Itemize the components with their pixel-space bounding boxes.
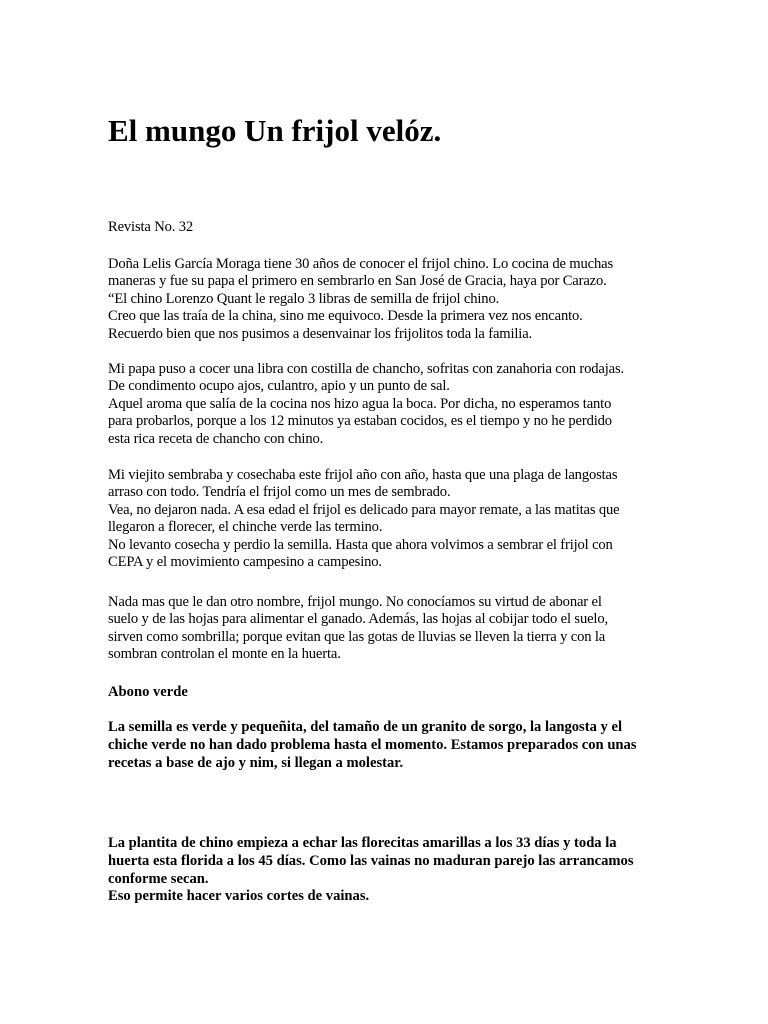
paragraph-line: CEPA y el movimiento campesino a campesino. [108, 553, 382, 570]
paragraph-line: Vea, no dejaron nada. A esa edad el frijol es delicado para mayor remate, a las matitas que [108, 501, 620, 518]
paragraph-line: Creo que las traía de la china, sino me equivoco. Desde la primera vez nos encanto. [108, 308, 583, 325]
paragraph-2 [108, 361, 668, 448]
paragraph-line: Doña Lelis García Moraga tiene 30 años de conocer el frijol chino. Lo cocina de muchas [108, 256, 613, 272]
paragraph-line: esta rica receta de chancho con chino. [108, 430, 324, 447]
paragraph-line: sirven como sombrilla; porque evitan que las gotas de lluvias se lleven la tierra y con la [108, 628, 606, 645]
paragraph-line: arraso con todo. Tendría el frijol como un mes de sembrado. [108, 484, 451, 501]
paragraph-line: suelo y de las hojas para alimentar el ganado. Además, las hojas al cobijar todo el suelo, [108, 611, 608, 628]
paragraph-line: Mi papa puso a cocer una libra con costilla de chancho, sofritas con zanahoria con rodajas. [108, 361, 624, 377]
issue-text: Revista No. 32 [108, 219, 194, 235]
paragraph-line: No levanto cosecha y perdio la semilla. Hasta que ahora volvimos a sembrar el frijol con [108, 536, 613, 553]
paragraph-line: llegaron a florecer, el chinche verde las termino. [108, 519, 383, 536]
document-title: El mungo Un frijol velóz. [108, 113, 442, 148]
paragraph-line: Recuerdo bien que nos pusimos a desenvainar los frijolitos toda la familia. [108, 325, 533, 342]
paragraph-line: La semilla es verde y pequeñita, del tamaño de un granito de sorgo, la langosta y el [108, 719, 623, 735]
paragraph-line: Nada mas que le dan otro nombre, frijol mungo. No conocíamos su virtud de abonar el [108, 594, 602, 610]
paragraph-line: Mi viejito sembraba y cosechaba este frijol año con año, hasta que una plaga de langostas [108, 467, 618, 483]
paragraph-3 [108, 467, 668, 571]
paragraph-1 [108, 256, 668, 343]
paragraph-line: Aquel aroma que salía de la cocina nos hizo agua la boca. Por dicha, no esperamos tanto [108, 395, 612, 412]
paragraph-line: maneras y fue su papa el primero en sembrarlo en San José de Gracia, haya por Carazo. [108, 273, 607, 290]
paragraph-4 [108, 594, 668, 664]
paragraph-line: “El chino Lorenzo Quant le regalo 3 libras de semilla de frijol chino. [108, 290, 500, 307]
paragraph-line: huerta esta florida a los 45 días. Como las vainas no maduran parejo las arrancamos [108, 852, 634, 869]
paragraph-line: sombran controlan el monte en la huerta. [108, 646, 341, 663]
paragraph-line: para probarlos, porque a los 12 minutos ya estaban cocidos, es el tiempo y no he perdido [108, 413, 612, 430]
bold-paragraph-2 [108, 835, 668, 906]
paragraph-line: chiche verde no han dado problema hasta el momento. Estamos preparados con unas [108, 736, 637, 753]
paragraph-line: conforme secan. [108, 870, 209, 887]
issue-label [108, 219, 668, 236]
paragraph-line: recetas a base de ajo y nim, si llegan a molestar. [108, 754, 404, 771]
paragraph-line: De condimento ocupo ajos, culantro, apio y un punto de sal. [108, 378, 450, 395]
paragraph-line: La plantita de chino empieza a echar las florecitas amarillas a los 33 días y toda la [108, 835, 617, 851]
subheading-text: Abono verde [108, 684, 188, 700]
bold-paragraph-1 [108, 719, 668, 772]
subheading [108, 684, 668, 702]
paragraph-line: Eso permite hacer varios cortes de vainas. [108, 888, 370, 905]
